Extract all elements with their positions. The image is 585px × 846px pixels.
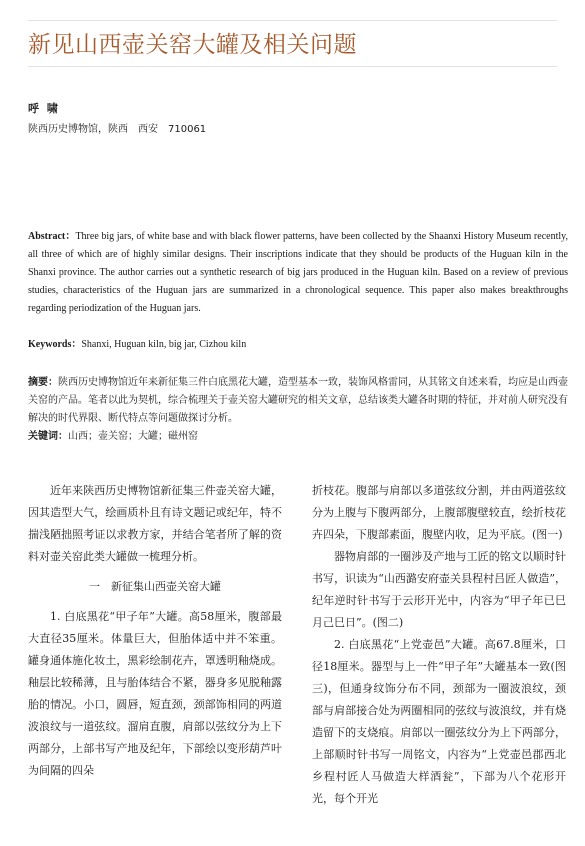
keywords-zh-label: 关键词： xyxy=(28,431,68,442)
paragraph-jar-2: 2. 白底黑花“上党壶邑”大罐。高67.8厘米，口径18厘米。器型与上一件“甲子年”大罐基本一致(图三)，但通身纹饰分布不同，颈部为一圈波浪纹，颈部与肩部接合处为两圈相同的弦纹与波浪纹，并有烧造留下的支烧痕。肩部以一圈弦纹分为上下两部分，上部顺时针书写一周铭文，内容为“上党壶邑郡西北乡程村匠人马做造大样酒瓮”，下部为八个花形开光，每个开光 xyxy=(312,638,566,805)
paragraph-inscription: 器物肩部的一圈涉及产地与工匠的铭文以顺时针书写，识读为“山西潞安府壶关县程村吕匠人做造”，纪年逆时针书写于云形开光中，内容为“甲子年已巳月己巳日”。(图二) xyxy=(312,550,566,629)
intro-paragraph: 近年来陕西历史博物馆新征集三件壶关窑大罐，因其造型大气，绘画质朴且有诗文题记或纪年，特不揣浅陋拙照考证以求教方家，并结合笔者所了解的资料对壶关窑此类大罐做一梳理分析。 xyxy=(28,484,282,563)
paper-title: 新见山西壶关窑大罐及相关问题 xyxy=(28,32,357,58)
body-column-left xyxy=(28,480,282,782)
paragraph-jar-1: 1. 白底黑花“甲子年”大罐。高58厘米，腹部最大直径35厘米。体量巨大，但胎体适中并不笨重。罐身通体施化妆土，黑彩绘制花卉，罩透明釉烧成。釉层比较稀薄，且与胎体结合不紧，器身多见脱釉露胎的情况。小口，圆唇，短直颈，颈部饰相同的两道波浪纹与一道弦纹。溜肩直腹，肩部以弦纹分为上下两部分，上部书写产地及纪年，下部绘以变形葫芦叶为间隔的四朵 xyxy=(28,610,282,777)
title-rule xyxy=(28,66,557,67)
keywords-en-label: Keywords： xyxy=(28,339,82,350)
keywords-zh-text: 山西；壶关窑；大罐；磁州窑 xyxy=(68,431,198,442)
abstract-zh-text: 陕西历史博物馆近年来新征集三件白底黑花大罐，造型基本一致，装饰风格雷同，从其铭文自述来看，均应是山西壶关窑的产品。笔者以此为契机，综合梳理关于壶关窑大罐研究的相关文章，总结该类大罐各时期的特征，并对前人研究没有解决的时代界限、断代特点等问题做探讨分析。 xyxy=(28,377,568,424)
abstract-zh xyxy=(28,374,568,428)
paragraph-jar-1-continued: 折枝花。腹部与肩部以多道弦纹分割，并由两道弦纹分为上腹与下腹两部分，上腹部腹壁较直，绘折枝花卉四朵，下腹部素面，腹壁内收，足为平底。(图一) xyxy=(312,484,566,541)
keywords-zh xyxy=(28,428,568,446)
abstract-en-label: Abstract： xyxy=(28,231,76,242)
top-rule xyxy=(28,20,557,21)
section-heading: 一 新征集山西壶关窑大罐 xyxy=(89,580,221,593)
keywords-en-text: Shanxi, Huguan kiln, big jar, Cizhou kiln xyxy=(81,339,247,350)
keywords-en xyxy=(28,336,568,354)
author-affiliation: 陕西历史博物馆，陕西 西安 710061 xyxy=(28,124,207,135)
body-column-right xyxy=(312,480,566,810)
author-name: 呼 啸 xyxy=(28,102,60,115)
abstract-en-text: Three big jars, of white base and with black flower patterns, have been collected by the Shaanxi History Museum recently, all three of which are of highly similar designs. Their inscriptions indicate that they should be products of the Huguan kiln in the Shanxi province. The author carries out a synthetic research of big jars produced in the Huguan kiln. Based on a review of previous studies, characteristics of the Huguan jars are summarized in a chronological sequence. This paper also makes breakthroughs regarding periodization of the Huguan jars. xyxy=(28,231,568,314)
abstract-en xyxy=(28,228,568,318)
abstract-zh-label: 摘要： xyxy=(28,377,58,388)
